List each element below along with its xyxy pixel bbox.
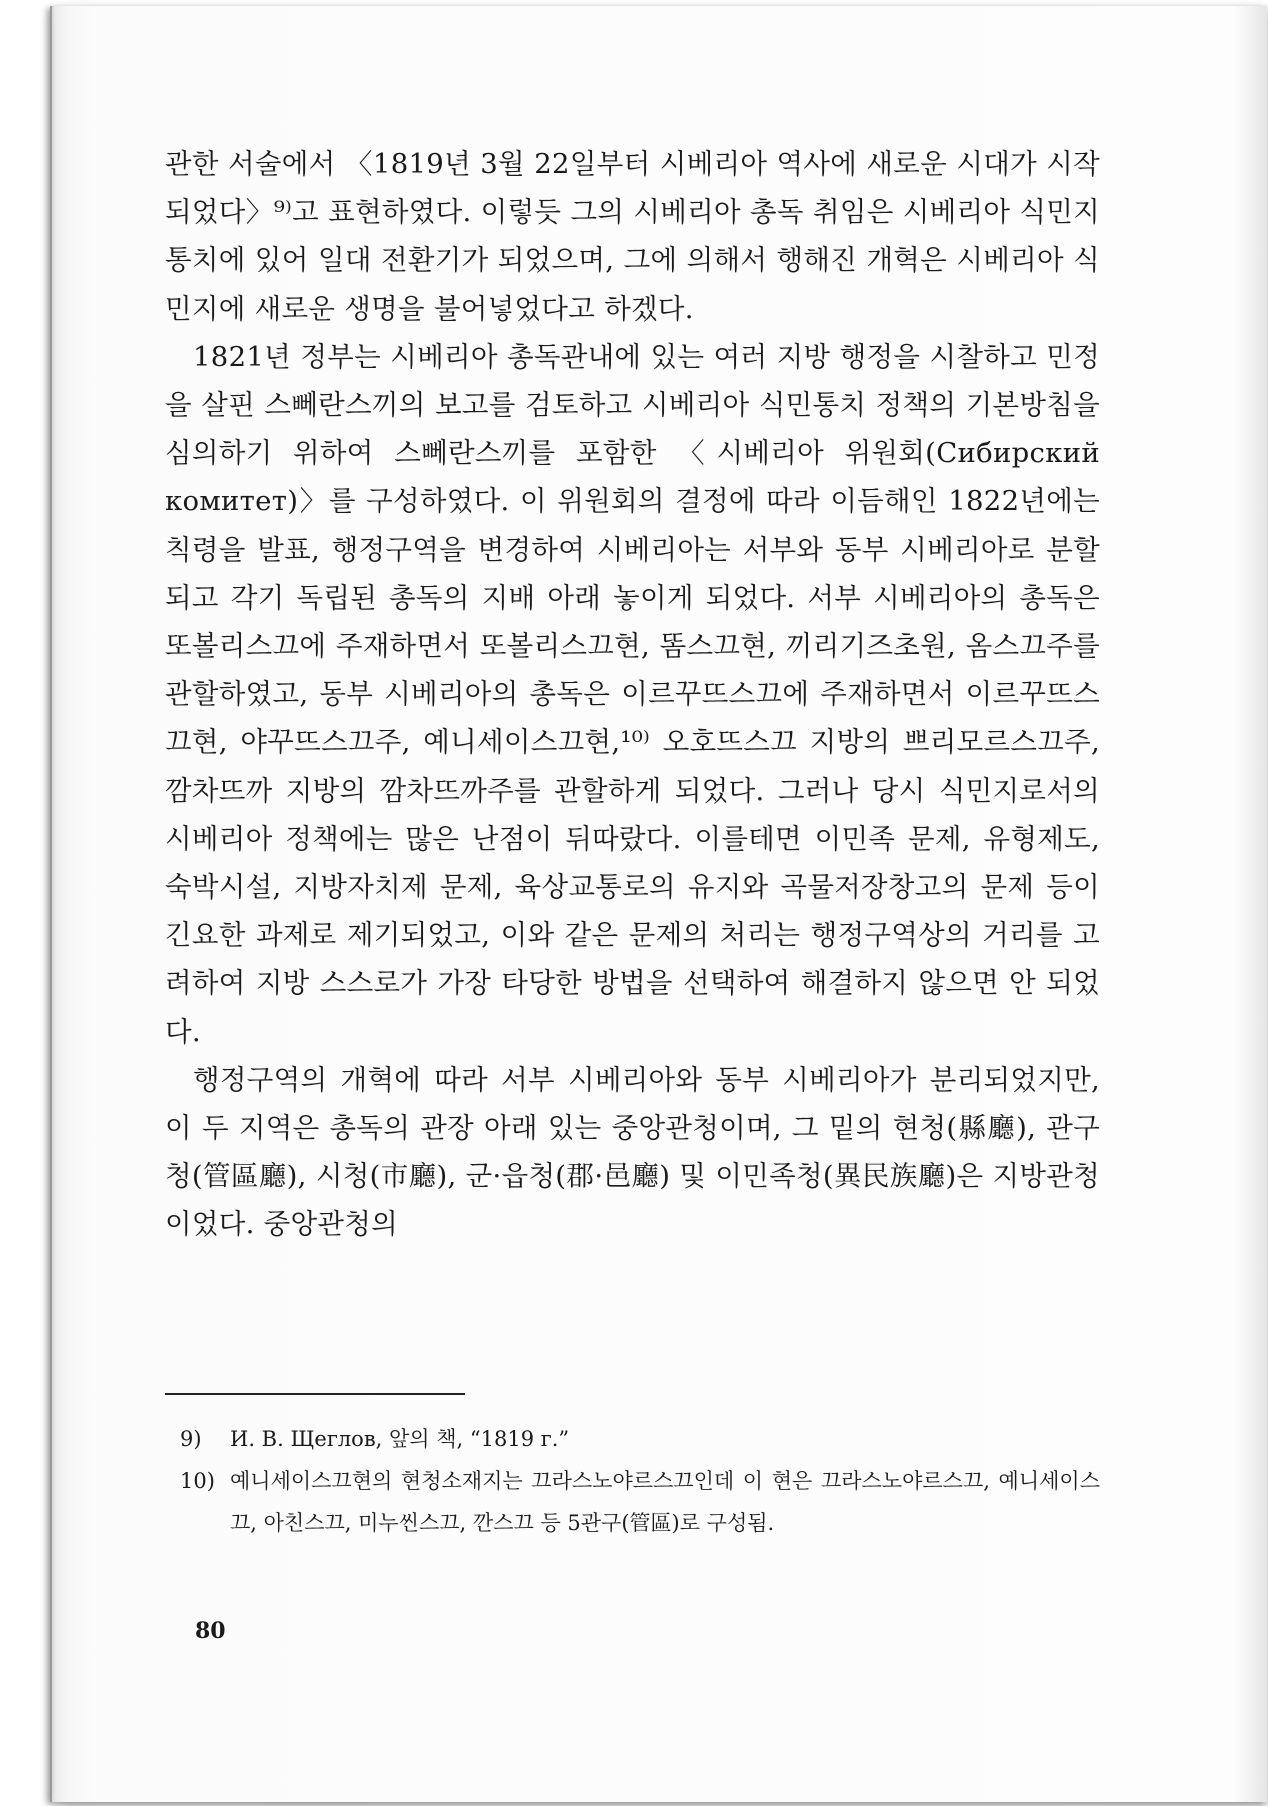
paragraph: 1821년 정부는 시베리아 총독관내에 있는 여러 지방 행정을 시찰하고 민정을 살핀 스뻬란스끼의 보고를 검토하고 시베리아 식민통치 정책의 기본방침을 심의하기 위하여 스뻬란스끼를 포함한 〈시베리아 위원회(Сибирский комитет)〉를 구성하였다. 이 위원회의 결정에 따라 이듬해인 1822년에는 칙령을 발표, 행정구역을 변경하여 시베리아는 서부와 동부 시베리아로 분할되고 각기 독립된 총독의 지배 아래 놓이게 되었다. 서부 시베리아의 총독은 또볼리스끄에 주재하면서 또볼리스끄현, 똠스끄현, 끼리기즈초원, 옴스끄주를 관할하였고, 동부 시베리아의 총독은 이르꾸뜨스끄에 주재하면서 이르꾸뜨스끄현, 야꾸뜨스끄주, 예니세이스끄현,¹⁰⁾ 오호뜨스끄 지방의 쁘리모르스끄주, 깜차뜨까 지방의 깜차뜨까주를 관할하게 되었다. 그러나 당시 식민지로서의 시베리아 정책에는 많은 난점이 뒤따랐다. 이를테면 이민족 문제, 유형제도, 숙박시설, 지방자치제 문제, 육상교통로의 유지와 곡물저장창고의 문제 등이 긴요한 과제로 제기되었고, 이와 같은 문제의 처리는 행정구역상의 거리를 고려하여 지방 스스로가 가장 타당한 방법을 선택하여 해결하지 않으면 안 되었다. (165, 340, 1100, 1048)
paragraph: 관한 서술에서 〈1819년 3월 22일부터 시베리아 역사에 새로운 시대가 시작되었다〉⁹⁾고 표현하였다. 이렇듯 그의 시베리아 총독 취임은 시베리아 식민지 통치에 있어 일대 전환기가 되었으며, 그에 의해서 행해진 개혁은 시베리아 식민지에 새로운 생명을 불어넣었다고 하겠다. (165, 148, 1100, 325)
footnote-number: 9) (180, 1427, 202, 1451)
main-text (165, 140, 1100, 1249)
footnotes (165, 1418, 1100, 1544)
footnote-10 (165, 1460, 1100, 1544)
footnote-number: 10) (180, 1469, 215, 1493)
footnote-text: И. В. Щеглов, 앞의 책, “1819 г.” (230, 1427, 570, 1451)
footnote-9 (165, 1418, 1100, 1460)
footnote-divider (165, 1393, 465, 1395)
footnote-text: 예니세이스끄현의 현청소재지는 끄라스노야르스끄인데 이 현은 끄라스노야르스끄, 예니세이스끄, 아친스끄, 미누씬스끄, 깐스끄 등 5관구(管區)로 구성됨. (230, 1469, 1100, 1535)
paragraph: 행정구역의 개혁에 따라 서부 시베리아와 동부 시베리아가 분리되었지만, 이 두 지역은 총독의 관장 아래 있는 중앙관청이며, 그 밑의 현청(縣廳), 관구청(管區廳), 시청(市廳), 군·읍청(郡·邑廳) 및 이민족청(異民族廳)은 지방관청이었다. 중앙관청의 (165, 1063, 1100, 1241)
page-number: 80 (195, 1618, 226, 1644)
